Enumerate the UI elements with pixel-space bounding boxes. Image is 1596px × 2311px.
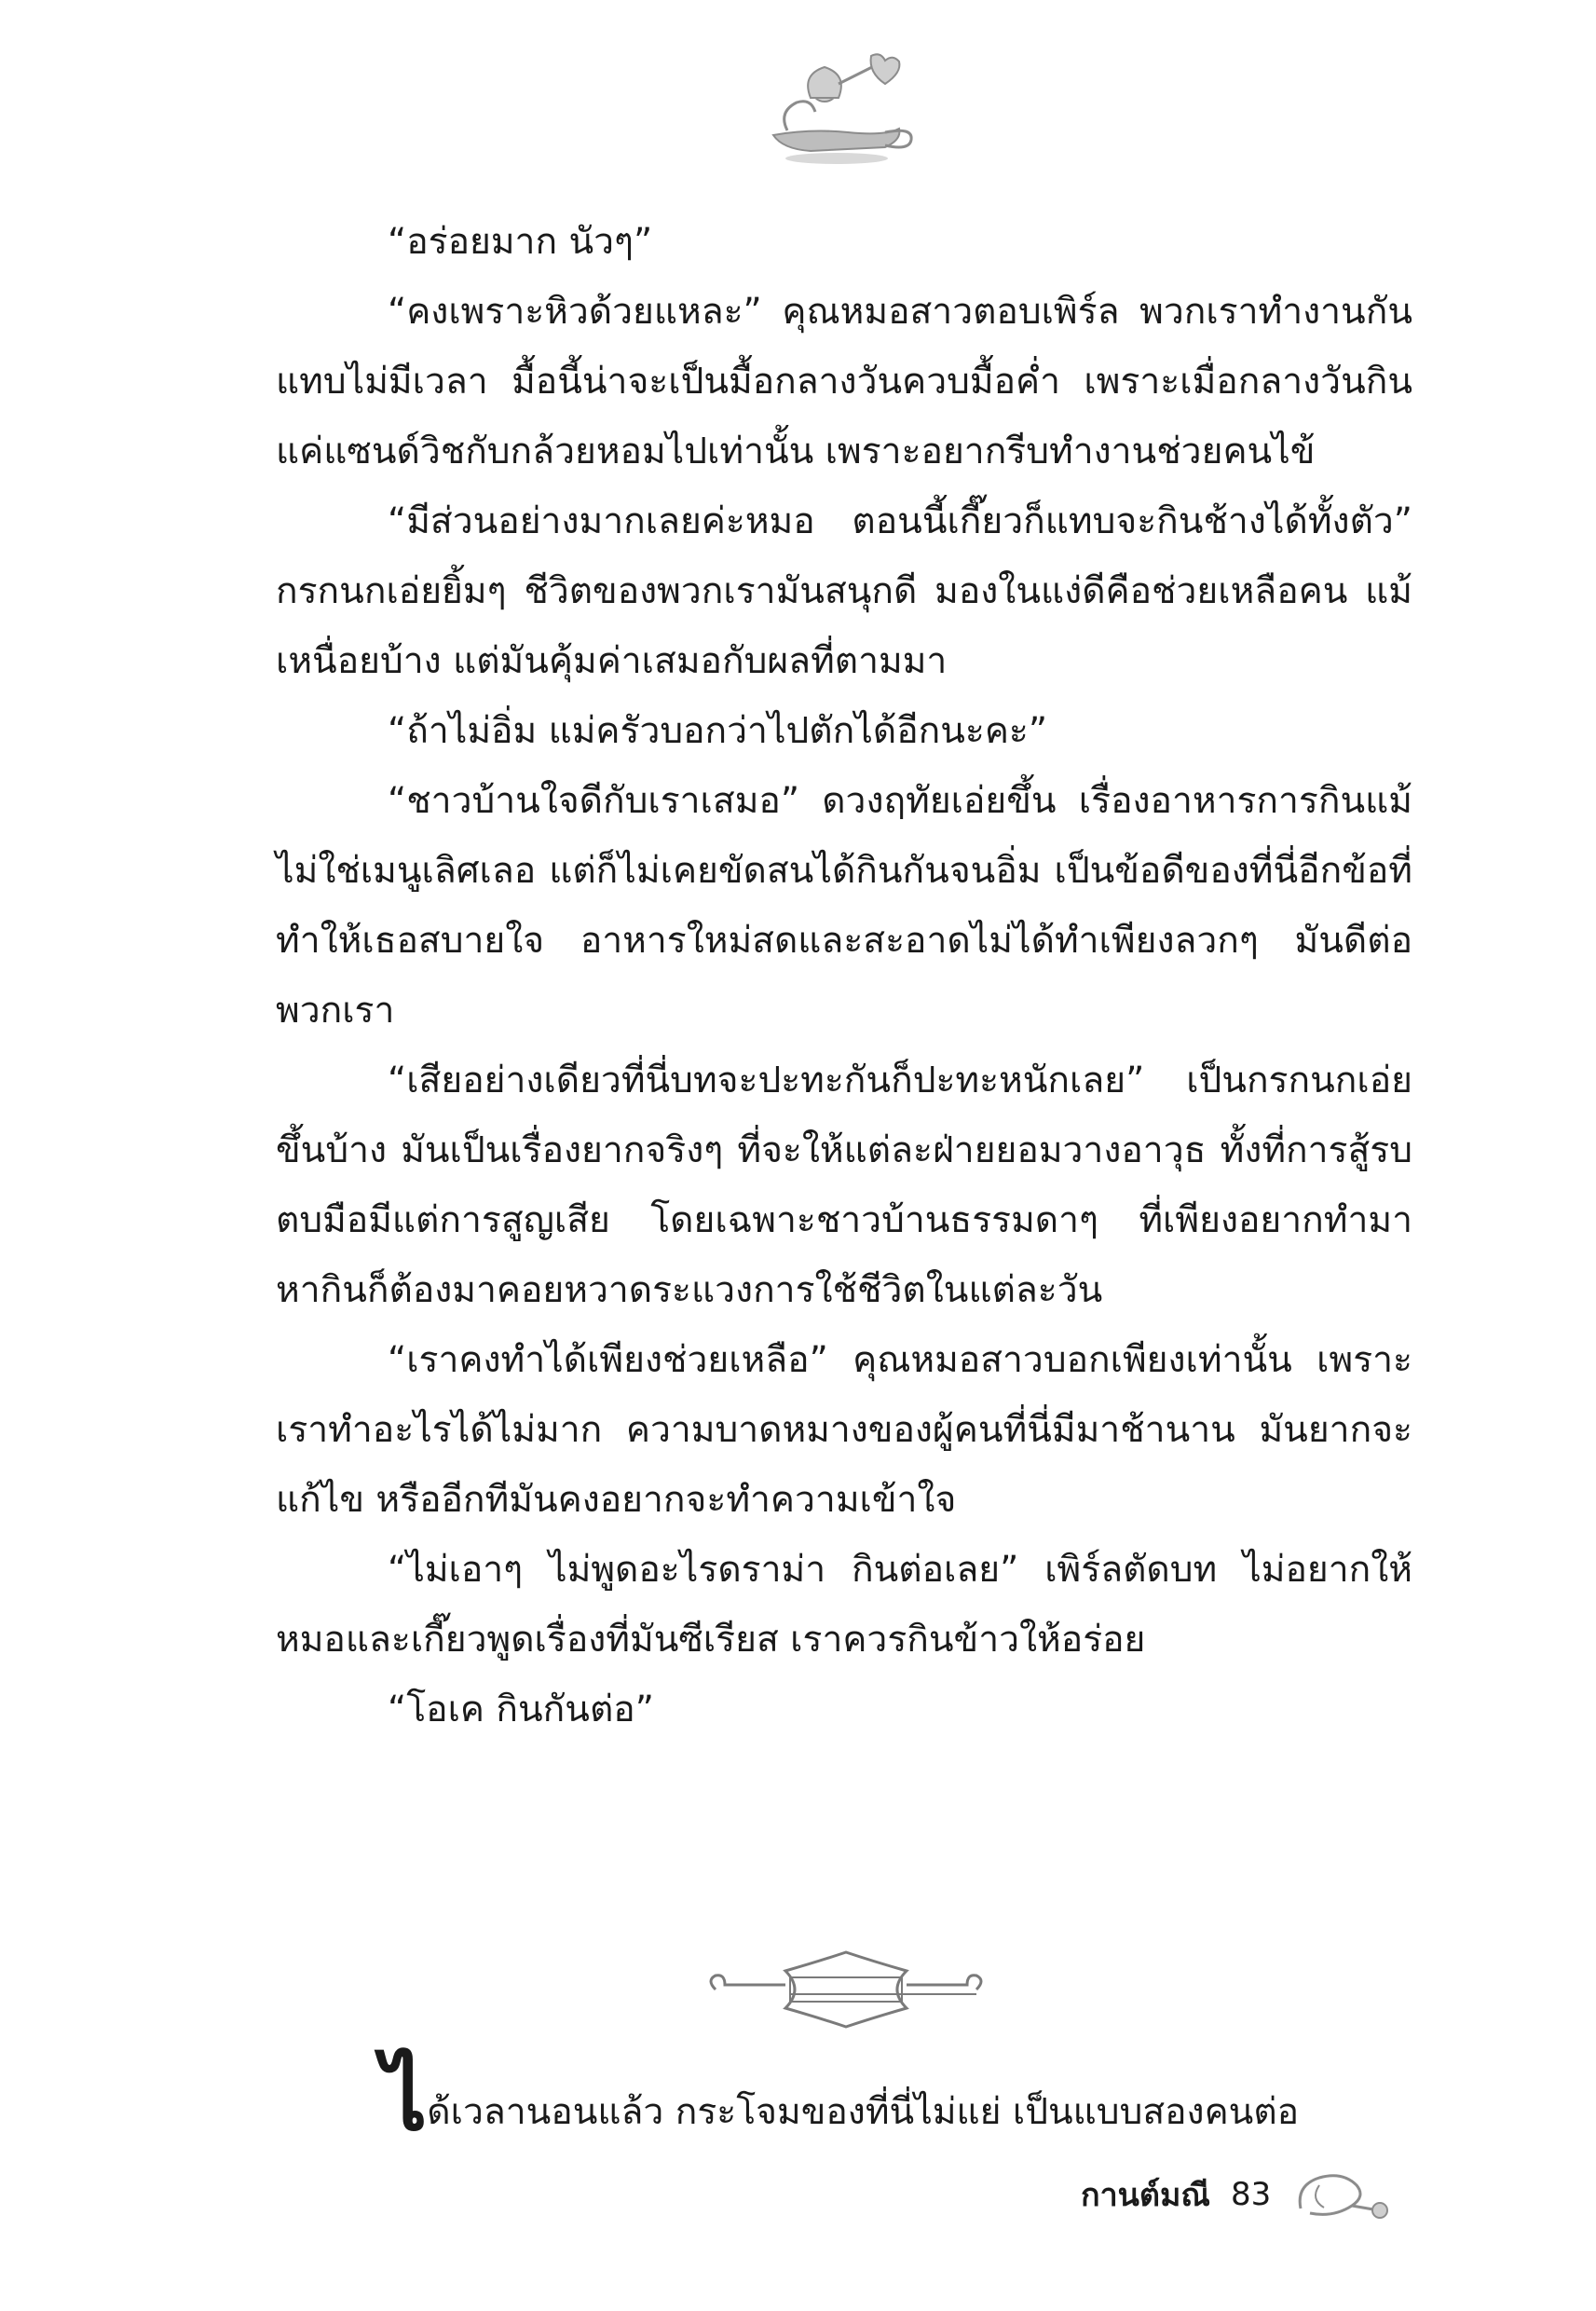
paragraph: “ชาวบ้านใจดีกับเราเสมอ” ดวงฤทัยเอ่ยขึ้น เรื่องอาหารการกินแม้ไม่ใช่เมนูเลิศเลอ แต่ก็ไม่เคยขัดสนได้กินกันจนอิ่ม เป็นข้อดีของที่นี่อีกข้อที่ทำให้เธอสบายใจ อาหารใหม่สดและสะอาดไม่ได้ทำเพียงลวกๆ มันดีต่อพวกเรา <box>276 780 1412 1032</box>
paragraph: “เราคงทำได้เพียงช่วยเหลือ” คุณหมอสาวบอกเพียงเท่านั้น เพราะเราทำอะไรได้ไม่มาก ความบาดหมางของผู้คนที่นี่มีมาช้านาน มันยากจะแก้ไข หรืออีกทีมันคงอยากจะทำความเข้าใจ <box>276 1339 1412 1521</box>
body-text <box>276 207 1412 1744</box>
book-title: กานต์มณี <box>1081 2177 1210 2214</box>
paragraph: “ถ้าไม่อิ่ม แม่ครัวบอกว่าไปตักได้อีกนะคะ” <box>388 710 1048 752</box>
paragraph: “มีส่วนอย่างมากเลยค่ะหมอ ตอนนี้เกี๊ยวก็แทบจะกินช้างได้ทั้งตัว” กรกนกเอ่ยยิ้มๆ ชีวิตของพวกเรามันสนุกดี มองในแง่ดีคือช่วยเหลือคน แม้เหนื่อยบ้าง แต่มันคุ้มค่าเสมอกับผลที่ตามมา <box>276 500 1412 682</box>
cupid-teacup-ornament-icon <box>745 47 922 168</box>
drop-cap: ไ <box>382 2045 428 2151</box>
paragraph: “ไม่เอาๆ ไม่พูดอะไรดราม่า กินต่อเลย” เพิร์ลตัดบท ไม่อยากให้หมอและเกี๊ยวพูดเรื่องที่มันซีเรียส เราควรกินข้าวให้อร่อย <box>276 1549 1412 1661</box>
page-number: 83 <box>1230 2176 1272 2213</box>
paragraph: “อร่อยมาก นัวๆ” <box>388 221 653 263</box>
paragraph: “เสียอย่างเดียวที่นี่บทจะปะทะกันก็ปะทะหนักเลย” เป็นกรกนกเอ่ยขึ้นบ้าง มันเป็นเรื่องยากจริงๆ ที่จะให้แต่ละฝ่ายยอมวางอาวุธ ทั้งที่การสู้รบตบมือมีแต่การสูญเสีย โดยเฉพาะชาวบ้านธรรมดาๆ ที่เพียงอยากทำมาหากินก็ต้องมาคอยหวาดระแวงการใช้ชีวิตในแต่ละวัน <box>276 1060 1412 1311</box>
page-footer <box>1081 2162 1394 2227</box>
section-opening <box>382 2045 1412 2151</box>
section-opening-text: ด้เวลานอนแล้ว กระโจมของที่นี่ไม่แย่ เป็นแบบสองคนต่อ <box>427 2091 1300 2133</box>
scroll-divider-icon <box>697 1948 995 2031</box>
stethoscope-icon <box>1291 2167 1394 2222</box>
paragraph: “คงเพราะหิวด้วยแหละ” คุณหมอสาวตอบเพิร์ล พวกเราทำงานกันแทบไม่มีเวลา มื้อนี้น่าจะเป็นมื้อกลางวันควบมื้อค่ำ เพราะเมื่อกลางวันกินแค่แซนด์วิชกับกล้วยหอมไปเท่านั้น เพราะอยากรีบทำงานช่วยคนไข้ <box>276 291 1412 472</box>
paragraph: “โอเค กินกันต่อ” <box>388 1689 654 1730</box>
